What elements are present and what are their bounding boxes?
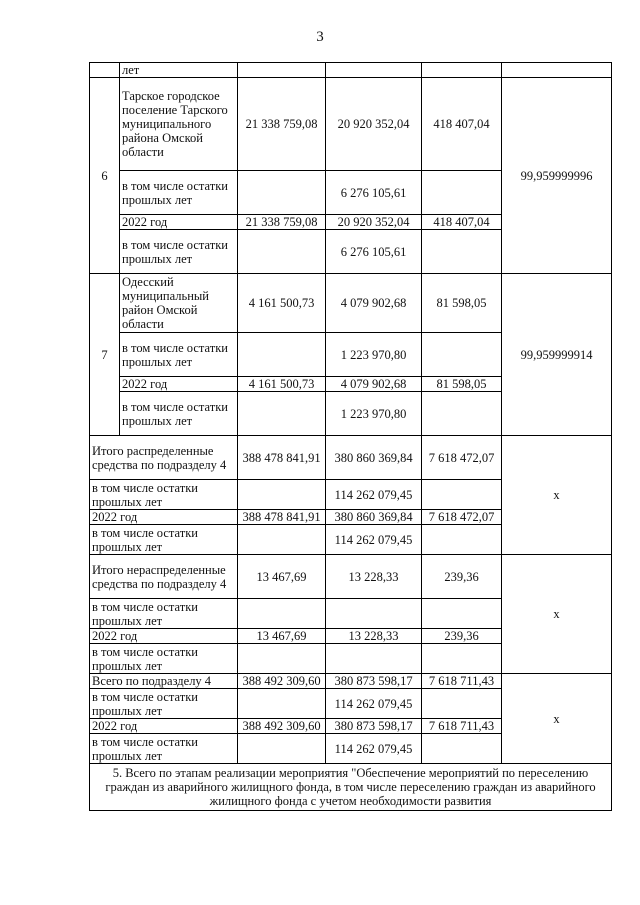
row-label: в том числе остатки прошлых лет (120, 171, 238, 215)
total-amount: 388 478 841,91 (238, 510, 326, 525)
federal-amount: 380 873 598,17 (326, 674, 422, 689)
federal-amount: 4 079 902,68 (326, 377, 422, 392)
share-value: х (502, 436, 612, 555)
total-amount: 4 161 500,73 (238, 377, 326, 392)
row-label: 2022 год (120, 377, 238, 392)
table-row (90, 78, 612, 171)
row-label: Всего по подразделу 4 (90, 674, 238, 689)
local-amount: 81 598,05 (422, 274, 502, 333)
local-amount: 81 598,05 (422, 377, 502, 392)
local-amount: 239,36 (422, 629, 502, 644)
funding-table (89, 62, 612, 811)
row-label: в том числе остатки прошлых лет (90, 525, 238, 555)
share-value: х (502, 674, 612, 764)
table-row (90, 674, 612, 689)
local-amount: 418 407,04 (422, 78, 502, 171)
row-label: 2022 год (90, 510, 238, 525)
federal-amount: 114 262 079,45 (326, 734, 422, 764)
local-amount: 239,36 (422, 555, 502, 599)
row-number: 6 (90, 78, 120, 274)
row-number: 7 (90, 274, 120, 436)
row-label: в том числе остатки прошлых лет (120, 230, 238, 274)
federal-amount: 114 262 079,45 (326, 480, 422, 510)
federal-amount: 4 079 902,68 (326, 274, 422, 333)
row-label: в том числе остатки прошлых лет (120, 333, 238, 377)
table-row (90, 555, 612, 599)
row-label: Итого распределенные средства по подразделу 4 (90, 436, 238, 480)
total-amount: 388 492 309,60 (238, 674, 326, 689)
section-heading: 5. Всего по этапам реализации мероприятия "Обеспечение мероприятий по переселению граждан из аварийного жилищного фонда, в том числе переселению граждан из аварийного жилищного фонда с учетом необходимости развития (90, 764, 612, 811)
row-label: 2022 год (90, 719, 238, 734)
federal-amount: 6 276 105,61 (326, 171, 422, 215)
federal-amount: 13 228,33 (326, 555, 422, 599)
local-amount: 418 407,04 (422, 215, 502, 230)
row-label: в том числе остатки прошлых лет (90, 480, 238, 510)
table-row (90, 436, 612, 480)
row-label: в том числе остатки прошлых лет (120, 392, 238, 436)
total-amount: 21 338 759,08 (238, 78, 326, 171)
federal-amount: 380 873 598,17 (326, 719, 422, 734)
federal-amount: 20 920 352,04 (326, 215, 422, 230)
total-amount: 13 467,69 (238, 629, 326, 644)
row-label: в том числе остатки прошлых лет (90, 734, 238, 764)
table-row (90, 274, 612, 333)
federal-amount: 20 920 352,04 (326, 78, 422, 171)
municipality-name: Тарское городское поселение Тарского муниципального района Омской области (120, 78, 238, 171)
row-label: в том числе остатки прошлых лет (90, 599, 238, 629)
local-amount: 7 618 711,43 (422, 674, 502, 689)
federal-amount: 1 223 970,80 (326, 392, 422, 436)
federal-amount: 380 860 369,84 (326, 510, 422, 525)
share-value: х (502, 555, 612, 674)
table-row (90, 764, 612, 811)
share-value: 99,959999996 (502, 78, 612, 274)
row-label: 2022 год (120, 215, 238, 230)
page-number: 3 (316, 29, 324, 45)
row-label: Итого нераспределенные средства по подразделу 4 (90, 555, 238, 599)
local-amount: 7 618 711,43 (422, 719, 502, 734)
local-amount: 7 618 472,07 (422, 436, 502, 480)
local-amount: 7 618 472,07 (422, 510, 502, 525)
total-amount: 13 467,69 (238, 555, 326, 599)
federal-amount: 114 262 079,45 (326, 689, 422, 719)
row-label: в том числе остатки прошлых лет (90, 644, 238, 674)
total-amount: 4 161 500,73 (238, 274, 326, 333)
row-label: в том числе остатки прошлых лет (90, 689, 238, 719)
total-amount: 21 338 759,08 (238, 215, 326, 230)
row-label: 2022 год (90, 629, 238, 644)
total-amount: 388 492 309,60 (238, 719, 326, 734)
federal-amount: 114 262 079,45 (326, 525, 422, 555)
federal-amount: 13 228,33 (326, 629, 422, 644)
share-value: 99,959999914 (502, 274, 612, 436)
total-amount: 388 478 841,91 (238, 436, 326, 480)
federal-amount: 6 276 105,61 (326, 230, 422, 274)
federal-amount: 380 860 369,84 (326, 436, 422, 480)
federal-amount: 1 223 970,80 (326, 333, 422, 377)
table-row (90, 63, 612, 78)
municipality-name: Одесский муниципальный район Омской области (120, 274, 238, 333)
row-label: лет (120, 63, 238, 78)
